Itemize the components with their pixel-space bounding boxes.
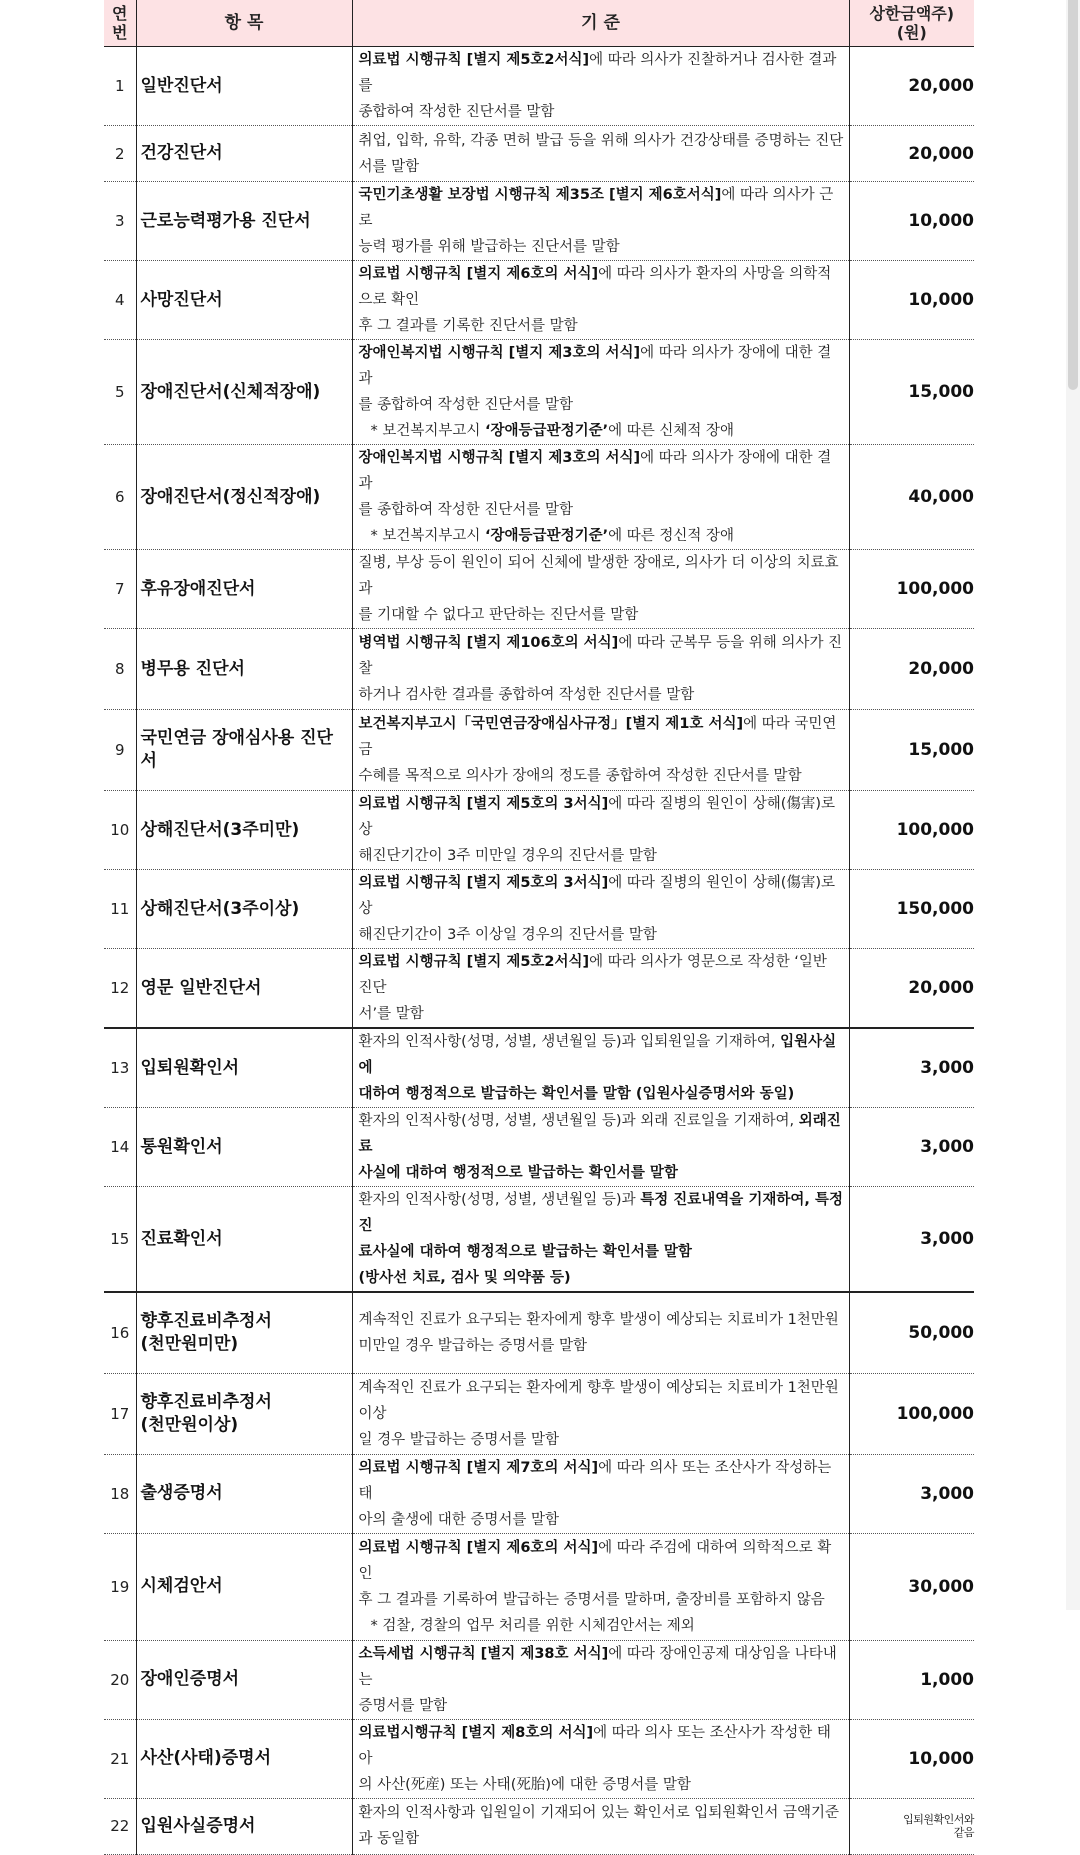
criteria-legal-reference: 국민기초생활 보장법 시행규칙 제35조 [별지 제6호서식]: [358, 187, 722, 203]
criteria-text: 미만일 경우 발급하는 증명서를 말함: [358, 1337, 588, 1354]
criteria-line: [359, 1108, 845, 1160]
row-max-amount: 10,000: [849, 182, 974, 261]
criteria-line: [359, 154, 845, 180]
criteria-line: [359, 234, 845, 260]
row-max-amount: 3,000: [849, 1454, 974, 1533]
criteria-text: 과 동일함: [358, 1831, 420, 1847]
header-serial-number: 연 번: [104, 0, 136, 47]
row-item-name: 진료확인서: [136, 1187, 352, 1293]
criteria-line: [359, 711, 845, 763]
criteria-legal-reference: 대하여 행정적으로 발급하는 확인서를 말함 (입원사실증명서와 동일): [358, 1086, 795, 1102]
row-max-amount: 30,000: [849, 1533, 974, 1640]
row-serial-number: 15: [104, 1187, 136, 1293]
criteria-line: [359, 763, 845, 789]
row-max-amount: 3,000: [849, 1108, 974, 1187]
criteria-footnote: [359, 1613, 845, 1639]
row-serial-number: 18: [104, 1454, 136, 1533]
row-serial-number: 17: [104, 1373, 136, 1454]
criteria-line: [359, 1535, 845, 1587]
row-max-amount: 15,000: [849, 710, 974, 791]
row-item-name: 향후진료비추정서 (천만원이상): [136, 1373, 352, 1454]
criteria-text: 환자의 인적사항(성명, 성별, 생년월일 등)과 외래 진료일을 기재하여,: [358, 1113, 799, 1129]
row-item-name: 근로능력평가용 진단서: [136, 182, 352, 261]
criteria-line: [359, 922, 845, 948]
row-item-name: 통원확인서: [136, 1108, 352, 1187]
row-max-amount: 3,000: [849, 1028, 974, 1108]
row-criteria: [352, 1798, 849, 1854]
criteria-text: 에 따라 의사가 환자의 사망을 의학적으로 확인: [358, 266, 832, 308]
row-max-amount: 1,000: [849, 1640, 974, 1719]
criteria-line: [359, 1187, 845, 1239]
criteria-line: [359, 870, 845, 922]
row-serial-number: 1: [104, 47, 136, 126]
criteria-text: 를 종합하여 작성한 진단서를 말함: [358, 397, 574, 413]
table-row: [104, 261, 974, 340]
row-max-amount: 20,000: [849, 126, 974, 182]
criteria-line: [359, 1375, 845, 1427]
criteria-legal-reference: 의료법 시행규칙 [별지 제5호2서식]: [358, 954, 590, 970]
criteria-line: [359, 1772, 845, 1798]
criteria-legal-reference: 특정 진료내역을 기재하여, 특정 진: [358, 1192, 843, 1234]
row-max-amount: 20,000: [849, 949, 974, 1029]
criteria-legal-reference: 병역법 시행규칙 [별지 제106호의 서식]: [358, 635, 619, 651]
criteria-line: [359, 602, 845, 628]
criteria-line: [359, 843, 845, 869]
row-max-amount: 20,000: [849, 629, 974, 710]
criteria-text: 해진단기간이 3주 미만일 경우의 진단서를 말함: [358, 848, 657, 864]
table-row: [104, 1373, 974, 1454]
criteria-line: [359, 497, 845, 523]
criteria-line: [359, 1826, 845, 1852]
criteria-line: [359, 445, 845, 497]
criteria-text: 에 따라 의사가 근로: [358, 187, 834, 229]
criteria-line: [359, 261, 845, 313]
row-max-amount: 150,000: [849, 870, 974, 949]
criteria-line: [359, 1239, 845, 1265]
row-criteria: [352, 182, 849, 261]
row-item-name: 향후진료비추정서 (천만원미만): [136, 1292, 352, 1373]
criteria-legal-reference: 소득세법 시행규칙 [별지 제38호 서식]: [358, 1645, 609, 1662]
table-row: [104, 126, 974, 182]
criteria-text: 환자의 인적사항(성명, 성별, 생년월일 등)과 입퇴원일을 기재하여,: [358, 1034, 781, 1050]
criteria-legal-reference: 사실에 대하여 행정적으로 발급하는 확인서를 말함: [358, 1165, 678, 1181]
row-max-amount: 3,000: [849, 1187, 974, 1293]
table-row: [104, 1028, 974, 1108]
criteria-legal-reference: 의료법 시행규칙 [별지 제5호2서식]: [358, 52, 590, 68]
criteria-text: 에 따라 의사가 진찰하거나 검사한 결과를: [358, 52, 837, 94]
row-criteria: [352, 1108, 849, 1187]
table-row: [104, 1108, 974, 1187]
row-max-amount: 20,000: [849, 47, 974, 126]
row-serial-number: 14: [104, 1108, 136, 1187]
row-criteria: [352, 1640, 849, 1719]
criteria-line: [359, 1081, 845, 1107]
criteria-text: 에 따라 군복무 등을 위해 의사가 진찰: [358, 635, 843, 677]
criteria-text: 능력 평가를 위해 발급하는 진단서를 말함: [358, 239, 620, 255]
row-max-amount: 100,000: [849, 1373, 974, 1454]
row-serial-number: 11: [104, 870, 136, 949]
criteria-line: [359, 1800, 845, 1826]
criteria-text: * 검찰, 경찰의 업무 처리를 위한 시체검안서는 제외: [370, 1617, 695, 1634]
criteria-text: 에 따라 의사가 영문으로 작성한 ‘일반 진단: [358, 954, 827, 996]
table-row: [104, 1640, 974, 1719]
criteria-footnote: [359, 523, 845, 549]
row-item-name: 병무용 진단서: [136, 629, 352, 710]
criteria-text: 하거나 검사한 결과를 종합하여 작성한 진단서를 말함: [358, 687, 695, 703]
criteria-text: 아의 출생에 대한 증명서를 말함: [358, 1511, 560, 1528]
row-item-name: 입원사실증명서: [136, 1798, 352, 1854]
header-max-amount: 상한금액주) (원): [849, 0, 974, 47]
criteria-text: 에 따라 의사가 장애에 대한 결과: [358, 450, 832, 492]
criteria-line: [359, 1265, 845, 1291]
row-item-name: 장애진단서(신체적장애): [136, 340, 352, 445]
criteria-line: [359, 1307, 845, 1333]
row-item-name: 사산(사태)증명서: [136, 1719, 352, 1798]
criteria-line: [359, 1333, 845, 1359]
row-item-name: 사망진단서: [136, 261, 352, 340]
criteria-legal-reference: 보건복지부고시「국민연금장애심사규정」[별지 제1호 서식]: [358, 716, 744, 732]
criteria-legal-reference: 장애인복지법 시행규칙 [별지 제3호의 서식]: [358, 345, 641, 361]
row-item-name: 상해진단서(3주이상): [136, 870, 352, 949]
row-item-name: 영문 일반진단서: [136, 949, 352, 1029]
criteria-text: 에 따른 신체적 장애: [608, 423, 734, 439]
criteria-legal-reference: 의료법 시행규칙 [별지 제5호의 3서식]: [358, 875, 609, 891]
criteria-legal-reference: ‘장애등급판정기준’: [485, 528, 609, 544]
row-criteria: [352, 949, 849, 1029]
row-criteria: [352, 47, 849, 126]
row-max-amount: 10,000: [849, 261, 974, 340]
row-criteria: [352, 261, 849, 340]
criteria-line: [359, 99, 845, 125]
criteria-text: 에 따라 의사가 장애에 대한 결과: [358, 345, 832, 387]
criteria-line: [359, 182, 845, 234]
criteria-text: 질병, 부상 등이 원인이 되어 신체에 발생한 장애로, 의사가 더 이상의 치료효과: [358, 555, 839, 597]
criteria-text: 에 따라 의사 또는 조산사가 작성한 태아: [358, 1724, 831, 1767]
criteria-text: 후 그 결과를 기록한 진단서를 말함: [358, 318, 578, 334]
row-item-name: 입퇴원확인서: [136, 1028, 352, 1108]
criteria-text: 환자의 인적사항(성명, 성별, 생년월일 등)과: [358, 1192, 641, 1208]
criteria-line: [359, 682, 845, 708]
row-max-amount: 100,000: [849, 791, 974, 870]
row-criteria: [352, 126, 849, 182]
criteria-text: * 보건복지부고시: [370, 528, 486, 544]
criteria-text: 에 따라 장애인공제 대상임을 나타내는: [358, 1645, 837, 1688]
criteria-text: 일 경우 발급하는 증명서를 말함: [358, 1431, 560, 1448]
criteria-text: 계속적인 진료가 요구되는 환자에게 향후 발생이 예상되는 치료비가 1천만원 이상: [358, 1379, 839, 1422]
table-row: [104, 47, 974, 126]
criteria-legal-reference: 입원사실에: [358, 1034, 837, 1076]
criteria-line: [359, 1641, 845, 1693]
criteria-text: 취업, 입학, 유학, 각종 면허 발급 등을 위해 의사가 건강상태를 증명하는 진단: [358, 132, 844, 149]
row-serial-number: 21: [104, 1719, 136, 1798]
row-serial-number: 19: [104, 1533, 136, 1640]
criteria-legal-reference: 장애인복지법 시행규칙 [별지 제3호의 서식]: [358, 450, 641, 466]
row-criteria: [352, 710, 849, 791]
row-serial-number: 16: [104, 1292, 136, 1373]
criteria-legal-reference: 외래진료: [358, 1113, 841, 1155]
table-row: [104, 710, 974, 791]
criteria-text: 에 따라 주검에 대하여 의학적으로 확인: [358, 1539, 832, 1582]
row-serial-number: 22: [104, 1798, 136, 1854]
row-max-amount: 100,000: [849, 550, 974, 629]
row-serial-number: 8: [104, 629, 136, 710]
row-criteria: [352, 1292, 849, 1373]
scrollbar-thumb[interactable]: [1068, 0, 1078, 390]
row-serial-number: 12: [104, 949, 136, 1029]
table-row: [104, 791, 974, 870]
criteria-text: 에 따라 국민연금: [358, 716, 837, 758]
row-max-amount: 15,000: [849, 340, 974, 445]
row-criteria: [352, 1533, 849, 1640]
criteria-text: 에 따른 정신적 장애: [608, 528, 734, 544]
criteria-line: [359, 1720, 845, 1772]
row-max-amount: 10,000: [849, 1719, 974, 1798]
row-criteria: [352, 1028, 849, 1108]
row-criteria: [352, 1373, 849, 1454]
criteria-legal-reference: 의료법 시행규칙 [별지 제6호의 서식]: [358, 1539, 599, 1556]
criteria-legal-reference: 의료법 시행규칙 [별지 제7호의 서식]: [358, 1459, 599, 1476]
row-criteria: [352, 550, 849, 629]
row-item-name: 일반진단서: [136, 47, 352, 126]
row-serial-number: 20: [104, 1640, 136, 1719]
table-row: [104, 340, 974, 445]
row-serial-number: 3: [104, 182, 136, 261]
row-item-name: 국민연금 장애심사용 진단서: [136, 710, 352, 791]
criteria-line: [359, 1455, 845, 1507]
criteria-line: [359, 128, 845, 154]
row-serial-number: 9: [104, 710, 136, 791]
criteria-text: 를 기대할 수 없다고 판단하는 진단서를 말함: [358, 607, 639, 623]
criteria-line: [359, 1507, 845, 1533]
criteria-text: 해진단기간이 3주 이상일 경우의 진단서를 말함: [358, 927, 657, 943]
row-serial-number: 6: [104, 445, 136, 550]
table-header-row: [104, 0, 974, 47]
row-item-name: 상해진단서(3주미만): [136, 791, 352, 870]
scrollbar-track[interactable]: [1066, 0, 1080, 1610]
criteria-line: [359, 1693, 845, 1719]
criteria-line: [359, 340, 845, 392]
criteria-text: 수혜를 목적으로 의사가 장애의 정도를 종합하여 작성한 진단서를 말함: [358, 768, 802, 784]
row-criteria: [352, 1719, 849, 1798]
criteria-line: [359, 47, 845, 99]
criteria-text: 서를 말함: [358, 158, 420, 175]
table-row: [104, 1798, 974, 1854]
criteria-legal-reference: 의료법 시행규칙 [별지 제6호의 서식]: [358, 266, 599, 282]
row-serial-number: 10: [104, 791, 136, 870]
row-max-amount: 50,000: [849, 1292, 974, 1373]
criteria-line: [359, 949, 845, 1001]
table-row: [104, 870, 974, 949]
row-serial-number: 13: [104, 1028, 136, 1108]
criteria-line: [359, 1001, 845, 1027]
table-row: [104, 1454, 974, 1533]
table-row: [104, 1533, 974, 1640]
row-criteria: [352, 340, 849, 445]
criteria-legal-reference: (방사선 치료, 검사 및 의약품 등): [358, 1270, 571, 1286]
fee-table-sheet: [104, 0, 974, 1855]
row-criteria: [352, 445, 849, 550]
certificate-fee-table: [104, 0, 974, 1855]
table-row: [104, 629, 974, 710]
table-row: [104, 445, 974, 550]
row-item-name: 장애진단서(정신적장애): [136, 445, 352, 550]
table-row: [104, 949, 974, 1029]
row-serial-number: 5: [104, 340, 136, 445]
criteria-footnote: [359, 418, 845, 444]
row-criteria: [352, 1187, 849, 1293]
criteria-legal-reference: 료사실에 대하여 행정적으로 발급하는 확인서를 말함: [358, 1244, 692, 1260]
row-serial-number: 7: [104, 550, 136, 629]
criteria-text: 에 따라 의사 또는 조산사가 작성하는 태: [358, 1459, 832, 1502]
criteria-text: 종합하여 작성한 진단서를 말함: [358, 104, 555, 120]
criteria-text: * 보건복지부고시: [370, 423, 486, 439]
criteria-text: 에 따라 질병의 원인이 상해(傷害)로 상: [358, 875, 836, 917]
criteria-text: 증명서를 말함: [358, 1697, 448, 1714]
table-row: [104, 1292, 974, 1373]
header-item: 항 목: [136, 0, 352, 47]
row-item-name: 후유장애진단서: [136, 550, 352, 629]
criteria-legal-reference: ‘장애등급판정기준’: [485, 423, 609, 439]
criteria-line: [359, 313, 845, 339]
row-item-name: 건강진단서: [136, 126, 352, 182]
row-max-amount: 입퇴원확인서와 같음: [849, 1798, 974, 1854]
criteria-line: [359, 791, 845, 843]
criteria-line: [359, 392, 845, 418]
criteria-line: [359, 1427, 845, 1453]
criteria-line: [359, 1160, 845, 1186]
criteria-text: 계속적인 진료가 요구되는 환자에게 향후 발생이 예상되는 치료비가 1천만원: [358, 1311, 839, 1328]
criteria-text: 서’를 말함: [358, 1006, 424, 1022]
row-item-name: 시체검안서: [136, 1533, 352, 1640]
criteria-line: [359, 630, 845, 682]
row-criteria: [352, 1454, 849, 1533]
criteria-text: 환자의 인적사항과 입원일이 기재되어 있는 확인서로 입퇴원확인서 금액기준: [358, 1805, 839, 1821]
header-criteria: 기 준: [352, 0, 849, 47]
row-serial-number: 2: [104, 126, 136, 182]
criteria-text: 후 그 결과를 기록하여 발급하는 증명서를 말하며, 출장비를 포함하지 않음: [358, 1591, 825, 1608]
row-item-name: 출생증명서: [136, 1454, 352, 1533]
table-row: [104, 182, 974, 261]
row-criteria: [352, 791, 849, 870]
criteria-line: [359, 1029, 845, 1081]
criteria-text: 의 사산(死産) 또는 사태(死胎)에 대한 증명서를 말함: [358, 1776, 691, 1793]
row-serial-number: 4: [104, 261, 136, 340]
table-row: [104, 1719, 974, 1798]
criteria-line: [359, 550, 845, 602]
criteria-line: [359, 1587, 845, 1613]
table-row: [104, 1187, 974, 1293]
row-max-amount: 40,000: [849, 445, 974, 550]
criteria-legal-reference: 의료법시행규칙 [별지 제8호의 서식]: [358, 1724, 594, 1741]
criteria-text: 에 따라 질병의 원인이 상해(傷害)로 상: [358, 796, 836, 838]
table-row: [104, 550, 974, 629]
criteria-legal-reference: 의료법 시행규칙 [별지 제5호의 3서식]: [358, 796, 609, 812]
criteria-text: 를 종합하여 작성한 진단서를 말함: [358, 502, 574, 518]
row-criteria: [352, 870, 849, 949]
row-item-name: 장애인증명서: [136, 1640, 352, 1719]
row-criteria: [352, 629, 849, 710]
